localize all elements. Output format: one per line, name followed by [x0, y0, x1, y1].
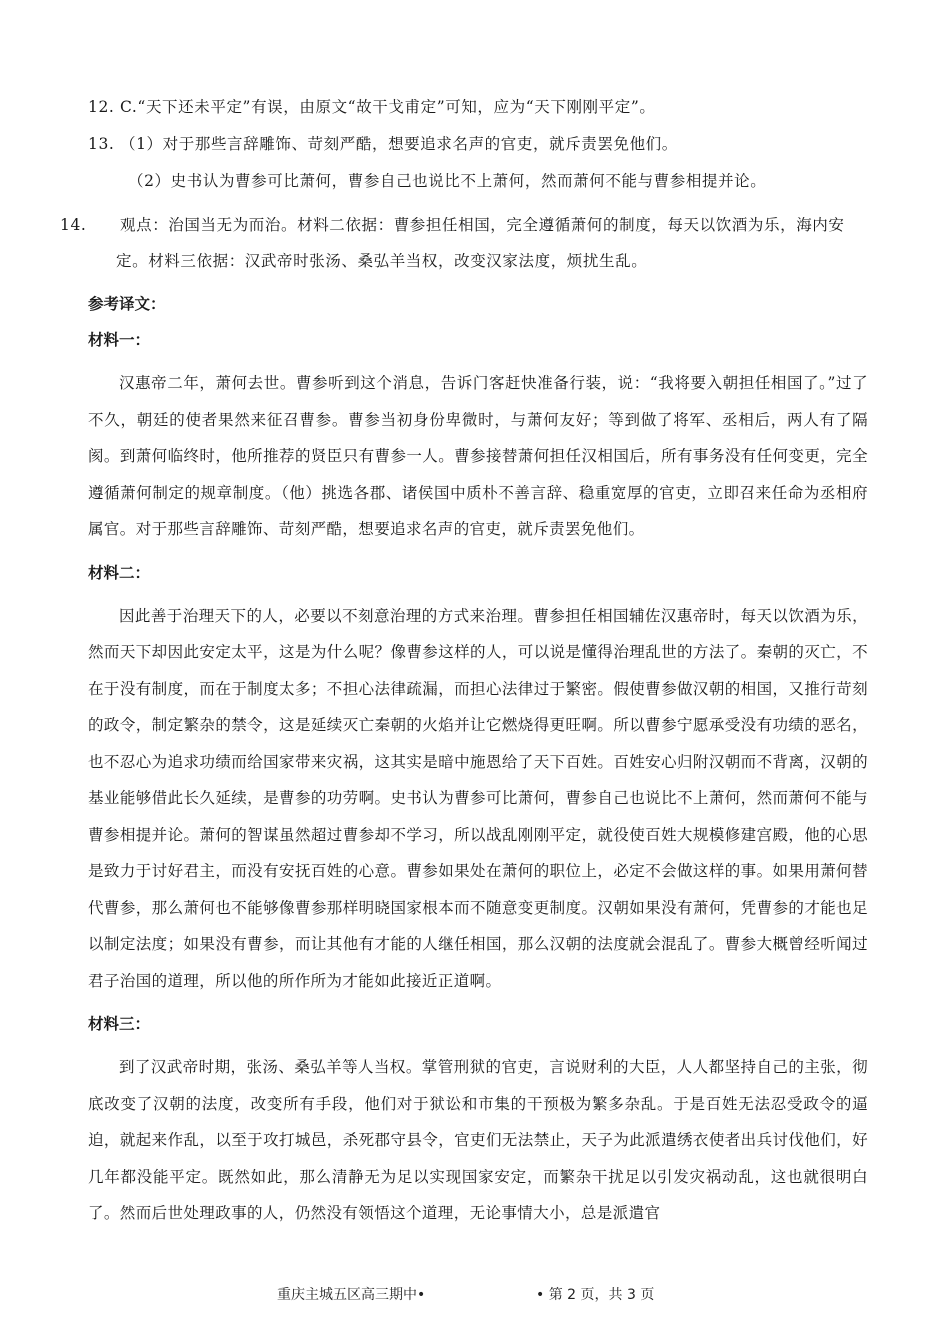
footer-exam-title: 重庆主城五区高三期中• [277, 1287, 426, 1303]
answer-13-part1 [88, 133, 868, 155]
answer-14-text: 观点：治国当无为而治。材料二依据：曹参担任相国，完全遵循萧何的制度，每天以饮酒为乐，海内安定。材料三依据：汉武帝时张汤、桑弘羊当权，改变汉家法度，烦扰生乱。 [116, 216, 845, 270]
answer-14 [60, 207, 868, 279]
answer-13-part1-text: （1）对于那些言辞雕饰、苛刻严酷，想要追求名声的官吏，就斥责罢免他们。 [120, 135, 678, 153]
answer-12-number: 12. [88, 98, 115, 116]
material-3-text: 到了汉武帝时期，张汤、桑弘羊等人当权。掌管刑狱的官吏，言说财利的大臣，人人都坚持自己的主张，彻底改变了汉朝的法度，改变所有手段，他们对于狱讼和市集的干预极为繁多杂乱。于是百姓无法忍受政令的逼迫，就起来作乱，以至于攻打城邑，杀死郡守县令，官吏们无法禁止，天子为此派遣绣衣使者出兵讨伐他们，好几年都没能平定。既然如此，那么清静无为足以实现国家安定，而繁杂干扰足以引发灾祸动乱，这也就很明白了。然而后世处理政事的人，仍然没有领悟这个道理，无论事情大小，总是派遣官 [88, 1058, 868, 1222]
answer-13-number: 13. [88, 135, 115, 153]
material-2-text: 因此善于治理天下的人，必要以不刻意治理的方式来治理。曹参担任相国辅佐汉惠帝时，每天以饮酒为乐，然而天下却因此安定太平，这是为什么呢？像曹参这样的人，可以说是懂得治理乱世的方法了。秦朝的灭亡，不在于没有制度，而在于制度太多；不担心法律疏漏，而担心法律过于繁密。假使曹参做汉朝的相国，又推行苛刻的政令，制定繁杂的禁令，这是延续灭亡秦朝的火焰并让它燃烧得更旺啊。所以曹参宁愿承受没有功绩的恶名，也不忍心为追求功绩而给国家带来灾祸，这其实是暗中施恩给了天下百姓。百姓安心归附汉朝而不背离，汉朝的基业能够借此长久延续，是曹参的功劳啊。史书认为曹参可比萧何，曹参自己也说比不上萧何，然而萧何不能与曹参相提并论。萧何的智谋虽然超过曹参却不学习，所以战乱刚刚平定，就役使百姓大规模修建宫殿，他的心思是致力于讨好君主，而没有安抚百姓的心意。曹参如果处在萧何的职位上，必定不会做这样的事。如果用萧何替代曹参，那么萧何也不能够像曹参那样明晓国家根本而不随意变更制度。汉朝如果没有萧何，凭曹参的才能也足以制定法度；如果没有曹参，而让其他有才能的人继任相国，那么汉朝的法度就会混乱了。曹参大概曾经听闻过君子治国的道理，所以他的所作所为才能如此接近正道啊。 [88, 606, 868, 990]
page-content [60, 96, 868, 1236]
material-2-heading: 材料二： [88, 563, 151, 582]
material-1-heading: 材料一： [88, 331, 151, 349]
answer-13-part2 [88, 170, 868, 192]
material-3-heading: 材料三： [88, 1015, 151, 1033]
answer-13-part2-text: （2）史书认为曹参可比萧何，曹参自己也说比不上萧何，然而萧何不能与曹参相提并论。 [128, 172, 767, 190]
translation-heading: 参考译文： [88, 295, 166, 313]
answer-12-text: C.“天下还未平定”有误，由原文“故干戈甫定”可知，应为“天下刚刚平定”。 [120, 98, 656, 116]
answer-12 [88, 96, 868, 118]
material-1-text: 汉惠帝二年，萧何去世。曹参听到这个消息，告诉门客赶快准备行装，说：“我将要入朝担任相国了。”过了不久，朝廷的使者果然来征召曹参。曹参当初身份卑微时，与萧何友好；等到做了将军、丞相后，两人有了隔阂。到萧何临终时，他所推荐的贤臣只有曹参一人。曹参接替萧何担任汉相国后，所有事务没有任何变更，完全遵循萧何制定的规章制度。（他）挑选各郡、诸侯国中质朴不善言辞、稳重宽厚的官吏，立即召来任命为丞相府属官。对于那些言辞雕饰、苛刻严酷，想要追求名声的官吏，就斥责罢免他们。 [88, 374, 868, 538]
footer-page-number: • 第 2 页，共 3 页 [536, 1287, 655, 1303]
answer-14-number: 14. [60, 216, 87, 234]
